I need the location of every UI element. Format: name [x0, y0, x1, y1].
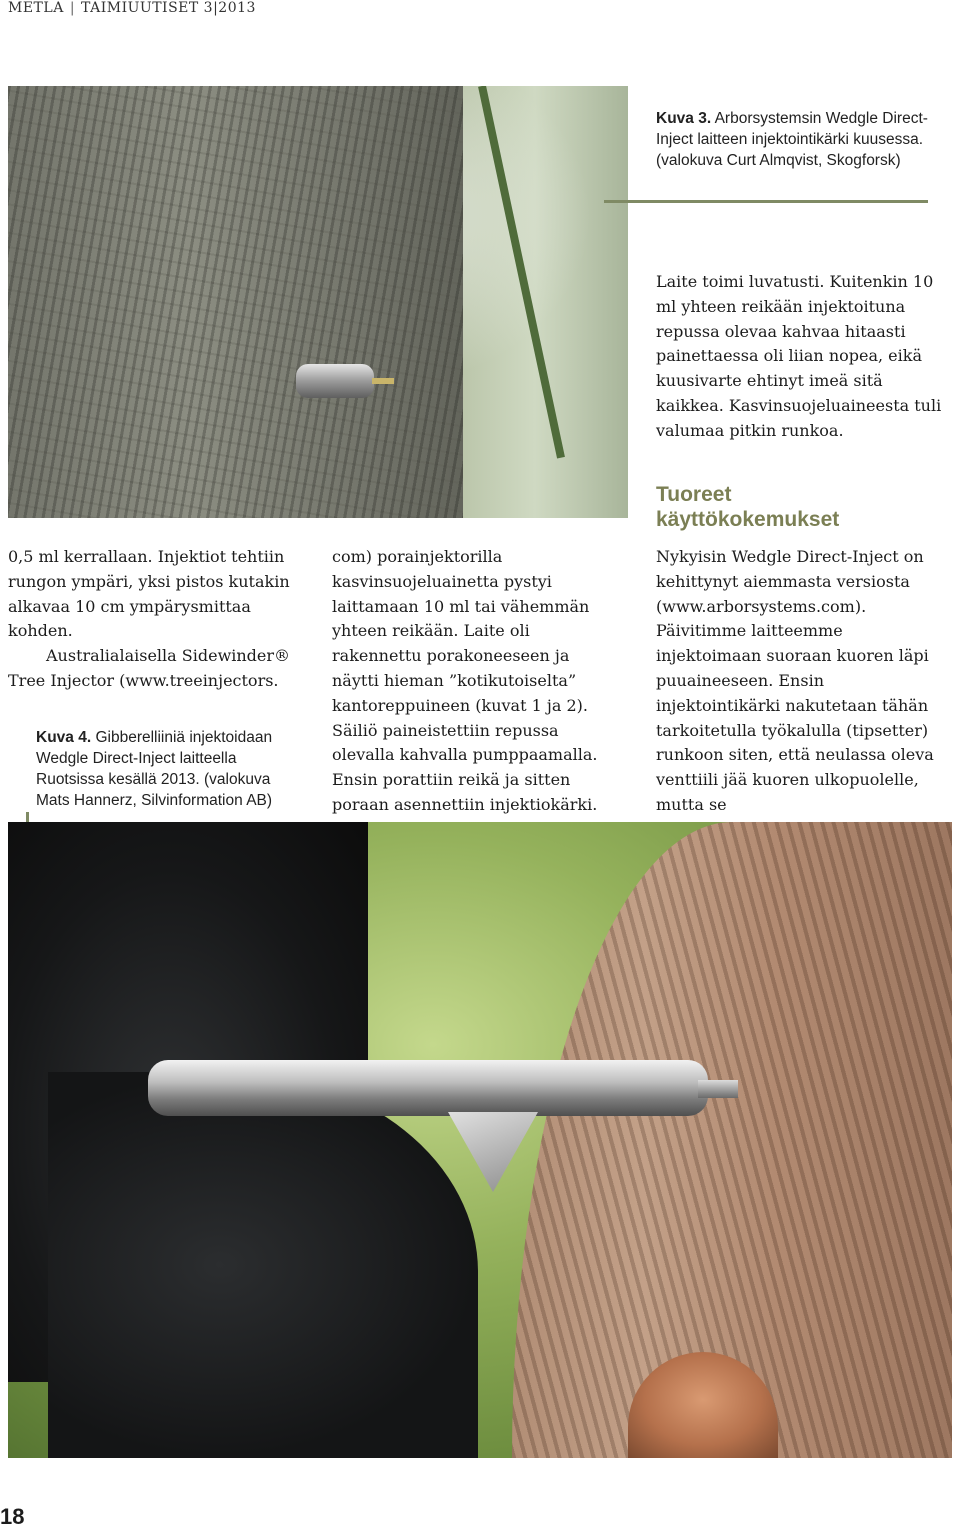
column-2: [332, 545, 620, 818]
spruce-trunk: [8, 86, 463, 518]
column-1: [8, 545, 304, 694]
injector-nozzle: [698, 1080, 738, 1098]
page-number: 18: [0, 1504, 25, 1529]
caption-label: Kuva 4.: [36, 729, 92, 746]
glove-lower: [48, 1072, 478, 1458]
paragraph: Nykyisin Wedgle Direct-Inject on kehittynyt aiemmasta versiosta (www.arborsystems.com). Päivitimme laitteemme injektoimaan suoraan kuoren läpi puuaineeseen. Ensin injektointikärki nakutetaan tähän tarkoitetulla työkalulla (tipsetter) runkoon siten, että neulassa oleva venttiili jää kuoren ulkopuolelle, mutta se: [656, 547, 934, 814]
injector-bracket: [448, 1112, 538, 1192]
photo-tree-injection-tip: [8, 86, 628, 518]
photo-gloved-hand-injector: [8, 822, 952, 1458]
caption-figure-3: [656, 108, 946, 171]
heading-text: Tuoreet käyttökokemukset: [656, 483, 840, 531]
twig: [478, 86, 565, 459]
caption-label: Kuva 3.: [656, 110, 712, 127]
caption-text: Gibberelliiniä injektoidaan Wedgle Direct-Inject laitteella Ruotsissa kesällä 2013. (valokuva Mats Hannerz, Silvinformation AB): [36, 729, 273, 809]
running-header: [8, 0, 256, 16]
issue-label: TAIMIUUTISET 3|2013: [81, 0, 256, 16]
injection-needle: [372, 378, 394, 384]
paragraph: Australialaisella Sidewinder® Tree Injector (www.treeinjectors.: [8, 646, 291, 690]
paragraph: 0,5 ml kerrallaan. Injektiot tehtiin rungon ympäri, yksi pistos kutakin alkavaa 10 cm ympärysmittaa kohden.: [8, 547, 290, 641]
section-heading: [656, 482, 916, 532]
column-3-bottom: [656, 545, 946, 818]
caption-rule: [604, 200, 928, 203]
caption-text: Arborsystemsin Wedgle Direct-Inject laitteen injektointikärki kuusessa. (valokuva Curt Almqvist, Skogforsk): [656, 110, 928, 169]
paragraph: Laite toimi luvatusti. Kuitenkin 10 ml yhteen reikään injektoituna repussa olevaa kahvaa hitaasti painettaessa oli liian nopea, eikä kuusivarte ehtinyt imeä sitä kaikkea. Kasvinsuojeluaineesta tuli valumaa pitkin runkoa.: [656, 272, 942, 440]
header-separator: |: [69, 0, 76, 16]
injector-barrel: [148, 1060, 708, 1116]
injection-tip: [296, 364, 374, 398]
paragraph: com) porainjektorilla kasvinsuojeluainetta pystyi laittamaan 10 ml tai vähemmän yhteen reikään. Laite oli rakennettu porakoneeseen ja näytti hieman ”kotikutoiselta” kantoreppuineen (kuvat 1 ja 2). Säiliö paineistettiin repussa olevalla kahvalla pumppaamalla. Ensin porattiin reikä ja sitten poraan asennettiin injektiokärki.: [332, 547, 598, 814]
caption-figure-4: [36, 727, 308, 811]
column-3-top: [656, 270, 946, 444]
journal-name: METLA: [8, 0, 64, 16]
